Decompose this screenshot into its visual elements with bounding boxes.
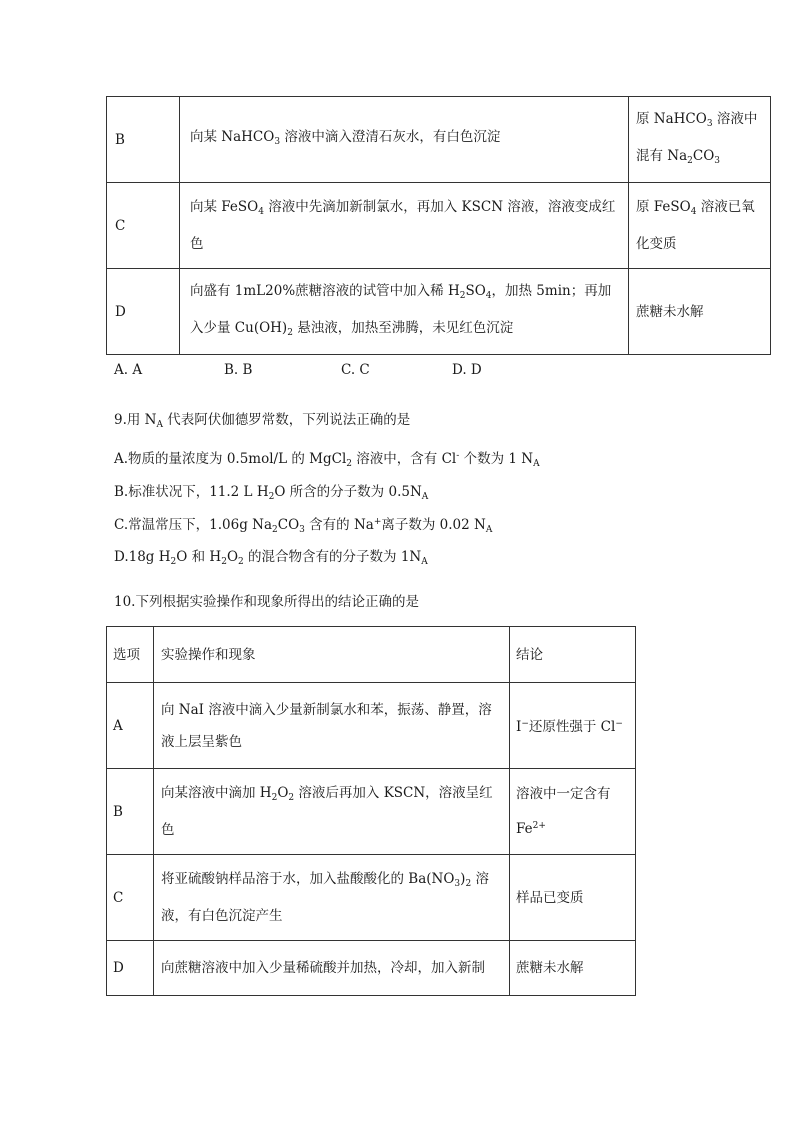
conclusion-cell: 蔗糖未水解 [629, 269, 771, 355]
table-row [107, 769, 636, 855]
header-conclusion: 结论 [510, 627, 636, 683]
table-header-row [107, 627, 636, 683]
table-row [107, 855, 636, 941]
conclusion-cell: 溶液中一定含有 $Fe^{2+}$ [510, 769, 636, 855]
option-id: C [107, 183, 180, 269]
option-id: D [107, 941, 154, 996]
answer-option-d[interactable]: D. D [452, 362, 482, 378]
q9-option-d[interactable]: D.18g $H_2O$ 和 $H_2O_2$ 的混合物含有的分子数为 $1N_A$ [114, 549, 428, 567]
option-id: A [107, 683, 154, 769]
operation-cell: 将亚硫酸钠样品溶于水，加入盐酸酸化的 $Ba(NO_3)_2$ 溶液，有白色沉淀产生 [154, 855, 510, 941]
conclusion-cell: 原 FeSO$_4$ 溶液已氧化变质 [629, 183, 771, 269]
operation-cell: 向某溶液中滴加 $H_2O_2$ 溶液后再加入 KSCN，溶液呈红色 [154, 769, 510, 855]
header-option: 选项 [107, 627, 154, 683]
operation-cell: 向某 NaHCO$_3$ 溶液中滴入澄清石灰水，有白色沉淀 [180, 97, 629, 183]
table-row [107, 97, 771, 183]
option-id: D [107, 269, 180, 355]
table-row [107, 183, 771, 269]
operation-cell: 向盛有 1mL20%蔗糖溶液的试管中加入稀 $H_2SO_4$，加热 5min；再加入少量 $Cu(OH)_2$ 悬浊液，加热至沸腾，未见红色沉淀 [180, 269, 629, 355]
option-id: B [107, 769, 154, 855]
conclusion-cell: 样品已变质 [510, 855, 636, 941]
experiment-table-q10 [106, 626, 636, 996]
operation-cell: 向 NaI 溶液中滴入少量新制氯水和苯，振荡、静置，溶液上层呈紫色 [154, 683, 510, 769]
answer-option-a[interactable]: A. A [114, 362, 143, 378]
table-row [107, 683, 636, 769]
option-id: B [107, 97, 180, 183]
conclusion-cell: 蔗糖未水解 [510, 941, 636, 996]
question-10-stem: 10.下列根据实验操作和现象所得出的结论正确的是 [114, 594, 419, 610]
q8-answer-options [114, 362, 594, 384]
answer-option-b[interactable]: B. B [224, 362, 253, 378]
table-row [107, 941, 636, 996]
q9-option-a[interactable]: A.物质的量浓度为 0.5mol/L 的 MgCl$_2$ 溶液中，含有 Cl- 个数为 1 $N_A$ [114, 451, 540, 469]
q9-option-c[interactable]: C.常温常压下，1.06g $Na_2CO_3$ 含有的 Na+离子数为 0.02 $N_A$ [114, 517, 493, 535]
operation-cell: 向蔗糖溶液中加入少量稀硫酸并加热，冷却，加入新制 [154, 941, 510, 996]
answer-option-c[interactable]: C. C [341, 362, 370, 378]
table-row [107, 269, 771, 355]
q9-option-b[interactable]: B.标准状况下，11.2 L $H_2O$ 所含的分子数为 $0.5N_A$ [114, 484, 429, 502]
question-9-stem: 9.用 $N_A$ 代表阿伏伽德罗常数，下列说法正确的是 [114, 412, 411, 430]
conclusion-cell: 原 NaHCO$_3$ 溶液中混有 $Na_2CO_3$ [629, 97, 771, 183]
option-id: C [107, 855, 154, 941]
experiment-table-q8 [106, 96, 771, 355]
header-operation: 实验操作和现象 [154, 627, 510, 683]
conclusion-cell: I−还原性强于 Cl− [510, 683, 636, 769]
operation-cell: 向某 FeSO$_4$ 溶液中先滴加新制氯水，再加入 KSCN 溶液，溶液变成红色 [180, 183, 629, 269]
